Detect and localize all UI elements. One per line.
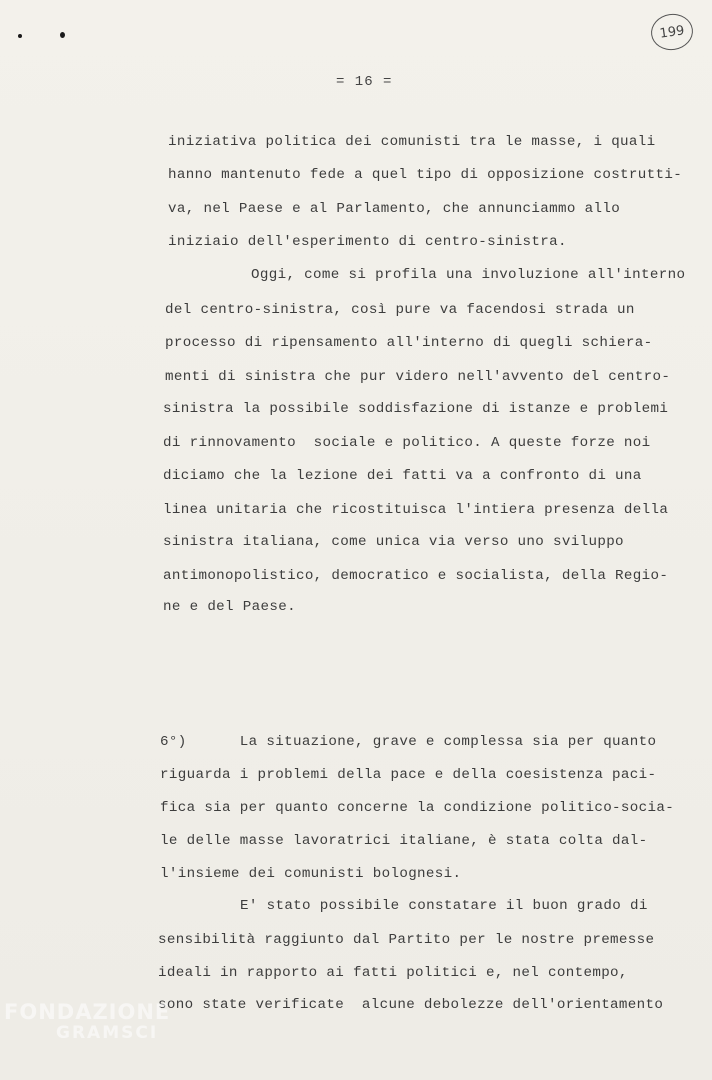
text-line: fica sia per quanto concerne la condizione politico-socia- <box>160 800 675 816</box>
text-line: sinistra italiana, come unica via verso uno sviluppo <box>163 534 624 550</box>
text-line: linea unitaria che ricostituisca l'intiera presenza della <box>163 502 669 518</box>
text-line: sensibilità raggiunto dal Partito per le nostre premesse <box>158 932 655 948</box>
watermark-line: FONDAZIONE <box>4 1000 171 1024</box>
text-line: sinistra la possibile soddisfazione di istanze e problemi <box>163 401 669 417</box>
text-line: sono state verificate alcune debolezze dell'orientamento <box>158 997 664 1013</box>
watermark-line: GRAMSCI <box>56 1023 159 1043</box>
text-line: diciamo che la lezione dei fatti va a confronto di una <box>163 468 642 484</box>
page-number: = 16 = <box>336 74 393 90</box>
text-line: l'insieme dei comunisti bolognesi. <box>160 866 462 882</box>
ink-dot <box>60 32 65 38</box>
text-line: processo di ripensamento all'interno di quegli schiera- <box>165 335 653 351</box>
text-line: del centro-sinistra, così pure va facendosi strada un <box>165 302 635 318</box>
text-line: Oggi, come si profila una involuzione all'interno <box>251 267 686 283</box>
text-line: ne e del Paese. <box>163 599 296 615</box>
text-line: riguarda i problemi della pace e della coesistenza paci- <box>160 767 657 783</box>
text-line: iniziaio dell'esperimento di centro-sinistra. <box>168 234 567 250</box>
text-line: antimonopolistico, democratico e socialista, della Regio- <box>163 568 669 584</box>
archive-page-number: 199 <box>649 11 696 52</box>
text-line: E' stato possibile constatare il buon grado di <box>240 898 648 914</box>
ink-dot <box>18 34 22 38</box>
text-line: ideali in rapporto ai fatti politici e, nel contempo, <box>158 965 628 981</box>
text-line: hanno mantenuto fede a quel tipo di opposizione costrutti- <box>168 167 683 183</box>
text-line: le delle masse lavoratrici italiane, è stata colta dal- <box>160 833 648 849</box>
foundation-watermark <box>4 1002 170 1042</box>
text-line: di rinnovamento sociale e politico. A queste forze noi <box>163 435 651 451</box>
text-line: iniziativa politica dei comunisti tra le masse, i quali <box>168 134 656 150</box>
text-line: menti di sinistra che pur videro nell'avvento del centro- <box>165 369 671 385</box>
text-line: 6°) La situazione, grave e complessa sia per quanto <box>160 734 657 750</box>
text-line: va, nel Paese e al Parlamento, che annunciammo allo <box>168 201 621 217</box>
